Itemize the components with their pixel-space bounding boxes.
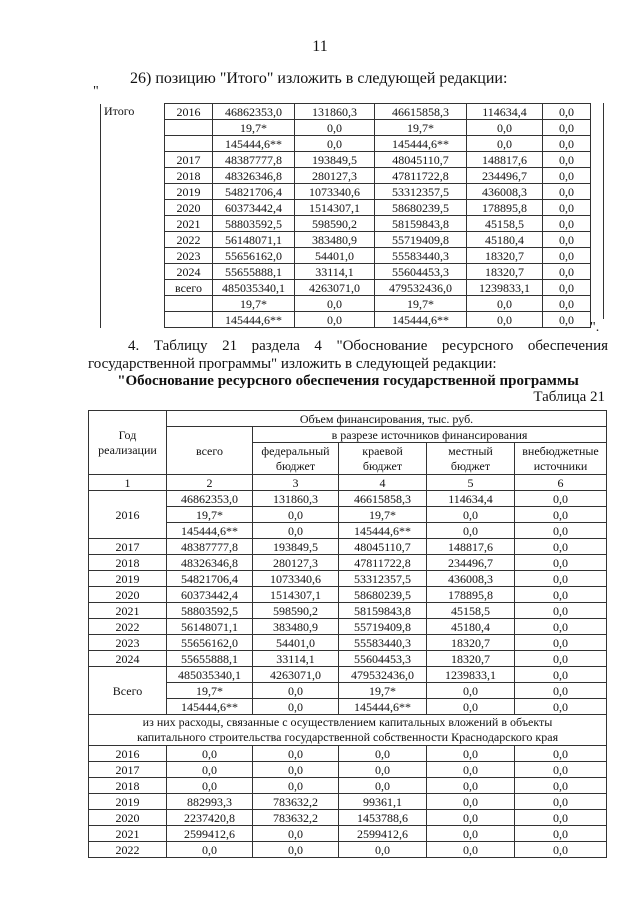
opening-quote: " [93, 84, 99, 99]
value-cell: 0,0 [515, 699, 607, 715]
value-cell: 0,0 [543, 232, 591, 248]
capital-row [89, 794, 607, 810]
resource-table-21 [88, 410, 607, 858]
year-cell: 2017 [165, 152, 213, 168]
year-cell: всего [165, 280, 213, 296]
value-cell: 48387777,8 [213, 152, 295, 168]
value-cell: 4263071,0 [253, 667, 339, 683]
value-cell: 58159843,8 [339, 603, 427, 619]
value-cell: 58680239,5 [339, 587, 427, 603]
value-cell: 0,0 [543, 152, 591, 168]
value-cell: 19,7* [375, 296, 467, 312]
paragraph-4: 4. Таблицу 21 раздела 4 "Обоснование ресурсного обеспечения государственной программы" изложить в следующей редакции: [88, 338, 608, 372]
year-row [89, 587, 607, 603]
value-cell: 48045110,7 [339, 539, 427, 555]
value-cell: 55656162,0 [213, 248, 295, 264]
year-cell: 2018 [165, 168, 213, 184]
value-cell: 234496,7 [427, 555, 515, 571]
value-cell: 19,7* [213, 120, 295, 136]
closing-quote: ". [590, 320, 600, 335]
value-cell: 55604453,3 [339, 651, 427, 667]
value-cell: 0,0 [543, 200, 591, 216]
value-cell: 55656162,0 [167, 635, 253, 651]
value-cell: 0,0 [167, 762, 253, 778]
value-cell: 56148071,1 [213, 232, 295, 248]
header-extra: внебюджетные источники [515, 443, 607, 475]
value-cell: 18320,7 [467, 248, 543, 264]
col-num: 4 [339, 475, 427, 491]
header-row-1 [89, 411, 607, 427]
value-cell: 19,7* [167, 683, 253, 699]
year-cell: 2024 [165, 264, 213, 280]
value-cell: 0,0 [427, 794, 515, 810]
year-cell [165, 312, 213, 328]
value-cell: 54401,0 [253, 635, 339, 651]
value-cell: 33114,1 [253, 651, 339, 667]
value-cell: 45180,4 [467, 232, 543, 248]
value-cell: 114634,4 [427, 491, 515, 507]
year-row [89, 619, 607, 635]
year-row [89, 539, 607, 555]
header-local: местный бюджет [427, 443, 515, 475]
value-cell: 55719409,8 [375, 232, 467, 248]
page-number: 11 [312, 38, 328, 55]
value-cell: 178895,8 [427, 587, 515, 603]
value-cell: 0,0 [427, 683, 515, 699]
capital-row [89, 842, 607, 858]
value-cell: 55583440,3 [375, 248, 467, 264]
value-cell: 598590,2 [295, 216, 375, 232]
value-cell: 479532436,0 [375, 280, 467, 296]
value-cell: 54821706,4 [167, 571, 253, 587]
year-row [89, 651, 607, 667]
value-cell: 99361,1 [339, 794, 427, 810]
value-cell: 0,0 [543, 104, 591, 120]
value-cell: 0,0 [543, 184, 591, 200]
year-row [89, 635, 607, 651]
year-cell: 2024 [89, 651, 167, 667]
value-cell: 1239833,1 [427, 667, 515, 683]
value-cell: 0,0 [253, 778, 339, 794]
value-cell: 58680239,5 [375, 200, 467, 216]
total-row [89, 683, 607, 699]
value-cell: 0,0 [295, 312, 375, 328]
row-2016 [89, 507, 607, 523]
value-cell: 0,0 [253, 762, 339, 778]
value-cell: 178895,8 [467, 200, 543, 216]
value-cell: 45158,5 [467, 216, 543, 232]
itogo-row [101, 280, 591, 296]
value-cell: 0,0 [467, 136, 543, 152]
value-cell: 0,0 [167, 842, 253, 858]
value-cell: 48326346,8 [167, 555, 253, 571]
value-cell: 148817,6 [467, 152, 543, 168]
capital-row [89, 826, 607, 842]
value-cell: 0,0 [253, 746, 339, 762]
total-label: Всего [89, 667, 167, 715]
value-cell: 46615858,3 [339, 491, 427, 507]
year-row [89, 555, 607, 571]
value-cell: 0,0 [515, 619, 607, 635]
value-cell: 58803592,5 [167, 603, 253, 619]
value-cell: 383480,9 [295, 232, 375, 248]
value-cell: 0,0 [295, 296, 375, 312]
value-cell: 46615858,3 [375, 104, 467, 120]
value-cell: 56148071,1 [167, 619, 253, 635]
value-cell: 19,7* [339, 683, 427, 699]
value-cell: 0,0 [427, 507, 515, 523]
value-cell: 0,0 [515, 587, 607, 603]
value-cell: 55604453,3 [375, 264, 467, 280]
value-cell: 0,0 [515, 603, 607, 619]
value-cell: 145444,6** [375, 312, 467, 328]
value-cell: 0,0 [515, 491, 607, 507]
table1-side-bar [590, 103, 604, 319]
year-cell: 2019 [165, 184, 213, 200]
total-row [89, 667, 607, 683]
capital-row [89, 810, 607, 826]
year-cell: 2016 [165, 104, 213, 120]
value-cell: 0,0 [543, 136, 591, 152]
value-cell: 19,7* [213, 296, 295, 312]
value-cell: 0,0 [515, 810, 607, 826]
value-cell: 2599412,6 [339, 826, 427, 842]
header-row-2 [89, 427, 607, 443]
value-cell: 0,0 [427, 826, 515, 842]
year-cell: 2022 [89, 842, 167, 858]
value-cell: 0,0 [543, 280, 591, 296]
itogo-table-body [101, 104, 591, 328]
value-cell: 60373442,4 [213, 200, 295, 216]
capital-row [89, 778, 607, 794]
value-cell: 0,0 [339, 762, 427, 778]
value-cell: 0,0 [515, 635, 607, 651]
value-cell: 0,0 [515, 507, 607, 523]
itogo-row [101, 264, 591, 280]
value-cell: 280127,3 [295, 168, 375, 184]
total-row [89, 699, 607, 715]
value-cell: 485035340,1 [167, 667, 253, 683]
value-cell: 145444,6** [213, 312, 295, 328]
capital-row [89, 746, 607, 762]
value-cell: 0,0 [167, 746, 253, 762]
value-cell: 55719409,8 [339, 619, 427, 635]
value-cell: 0,0 [543, 168, 591, 184]
value-cell: 0,0 [515, 842, 607, 858]
col-num: 3 [253, 475, 339, 491]
value-cell: 0,0 [515, 778, 607, 794]
value-cell: 0,0 [467, 296, 543, 312]
value-cell: 0,0 [253, 523, 339, 539]
value-cell: 0,0 [253, 699, 339, 715]
year-cell: 2016 [89, 491, 167, 539]
value-cell: 0,0 [427, 746, 515, 762]
value-cell: 1514307,1 [253, 587, 339, 603]
value-cell: 0,0 [543, 312, 591, 328]
year-cell [165, 296, 213, 312]
year-cell: 2021 [89, 826, 167, 842]
column-number-row [89, 475, 607, 491]
value-cell: 1514307,1 [295, 200, 375, 216]
value-cell: 0,0 [253, 842, 339, 858]
value-cell: 18320,7 [467, 264, 543, 280]
value-cell: 145444,6** [213, 136, 295, 152]
item-26-instruction: 26) позицию "Итого" изложить в следующей редакции: [130, 70, 508, 87]
value-cell: 2237420,8 [167, 810, 253, 826]
value-cell: 0,0 [295, 136, 375, 152]
itogo-row [101, 120, 591, 136]
value-cell: 193849,5 [295, 152, 375, 168]
value-cell: 60373442,4 [167, 587, 253, 603]
capital-row [89, 762, 607, 778]
value-cell: 193849,5 [253, 539, 339, 555]
value-cell: 19,7* [339, 507, 427, 523]
year-cell: 2020 [89, 587, 167, 603]
value-cell: 46862353,0 [167, 491, 253, 507]
value-cell: 131860,3 [295, 104, 375, 120]
value-cell: 145444,6** [167, 523, 253, 539]
value-cell: 0,0 [167, 778, 253, 794]
value-cell: 0,0 [253, 507, 339, 523]
value-cell: 148817,6 [427, 539, 515, 555]
header-volume: Объем финансирования, тыс. руб. [167, 411, 607, 427]
year-cell: 2021 [165, 216, 213, 232]
value-cell: 2599412,6 [167, 826, 253, 842]
value-cell: 0,0 [427, 778, 515, 794]
itogo-row [101, 312, 591, 328]
value-cell: 882993,3 [167, 794, 253, 810]
value-cell: 0,0 [515, 667, 607, 683]
value-cell: 131860,3 [253, 491, 339, 507]
year-cell [165, 120, 213, 136]
value-cell: 45180,4 [427, 619, 515, 635]
header-year: Год реализации [89, 411, 167, 475]
value-cell: 33114,1 [295, 264, 375, 280]
year-cell: 2018 [89, 778, 167, 794]
value-cell: 0,0 [515, 762, 607, 778]
value-cell: 0,0 [427, 810, 515, 826]
value-cell: 54821706,4 [213, 184, 295, 200]
value-cell: 0,0 [543, 264, 591, 280]
value-cell: 783632,2 [253, 810, 339, 826]
value-cell: 0,0 [253, 826, 339, 842]
value-cell: 0,0 [427, 842, 515, 858]
year-cell: 2022 [89, 619, 167, 635]
value-cell: 0,0 [339, 746, 427, 762]
value-cell: 0,0 [543, 120, 591, 136]
value-cell: 48326346,8 [213, 168, 295, 184]
col-num: 1 [89, 475, 167, 491]
col-num: 6 [515, 475, 607, 491]
capital-note: из них расходы, связанные с осуществлением капитальных вложений в объекты капитального строительства государственной собственности Краснодарского края [89, 715, 607, 746]
year-cell: 2017 [89, 762, 167, 778]
value-cell: 48045110,7 [375, 152, 467, 168]
year-cell: 2018 [89, 555, 167, 571]
value-cell: 1453788,6 [339, 810, 427, 826]
value-cell: 485035340,1 [213, 280, 295, 296]
value-cell: 1239833,1 [467, 280, 543, 296]
itogo-row [101, 184, 591, 200]
value-cell: 0,0 [543, 216, 591, 232]
value-cell: 234496,7 [467, 168, 543, 184]
year-row [89, 571, 607, 587]
itogo-table [100, 103, 591, 328]
value-cell: 0,0 [515, 539, 607, 555]
value-cell: 19,7* [167, 507, 253, 523]
value-cell: 19,7* [375, 120, 467, 136]
itogo-row [101, 296, 591, 312]
value-cell: 0,0 [543, 296, 591, 312]
value-cell: 47811722,8 [339, 555, 427, 571]
value-cell: 479532436,0 [339, 667, 427, 683]
itogo-row [101, 168, 591, 184]
value-cell: 18320,7 [427, 651, 515, 667]
value-cell: 1073340,6 [295, 184, 375, 200]
value-cell: 0,0 [427, 523, 515, 539]
value-cell: 47811722,8 [375, 168, 467, 184]
value-cell: 0,0 [339, 778, 427, 794]
year-cell: 2021 [89, 603, 167, 619]
table-21-label: Таблица 21 [533, 389, 605, 405]
section-heading: "Обоснование ресурсного обеспечения государственной программы [117, 373, 579, 389]
value-cell: 0,0 [515, 555, 607, 571]
itogo-row [101, 152, 591, 168]
value-cell: 55655888,1 [167, 651, 253, 667]
value-cell: 53312357,5 [375, 184, 467, 200]
value-cell: 53312357,5 [339, 571, 427, 587]
value-cell: 383480,9 [253, 619, 339, 635]
value-cell: 0,0 [515, 651, 607, 667]
year-cell: 2017 [89, 539, 167, 555]
itogo-row [101, 248, 591, 264]
value-cell: 46862353,0 [213, 104, 295, 120]
value-cell: 114634,4 [467, 104, 543, 120]
value-cell: 4263071,0 [295, 280, 375, 296]
value-cell: 0,0 [253, 683, 339, 699]
value-cell: 0,0 [515, 571, 607, 587]
value-cell: 0,0 [427, 762, 515, 778]
value-cell: 145444,6** [167, 699, 253, 715]
resource-table-body [89, 411, 607, 858]
value-cell: 58159843,8 [375, 216, 467, 232]
value-cell: 0,0 [515, 683, 607, 699]
year-cell [165, 136, 213, 152]
value-cell: 0,0 [295, 120, 375, 136]
value-cell: 0,0 [427, 699, 515, 715]
value-cell: 0,0 [467, 312, 543, 328]
value-cell: 145444,6** [339, 523, 427, 539]
value-cell: 0,0 [543, 248, 591, 264]
itogo-label: Итого [101, 104, 165, 328]
value-cell: 18320,7 [427, 635, 515, 651]
year-cell: 2019 [89, 571, 167, 587]
header-federal: федеральный бюджет [253, 443, 339, 475]
header-regional: краевой бюджет [339, 443, 427, 475]
value-cell: 0,0 [515, 746, 607, 762]
itogo-row [101, 200, 591, 216]
value-cell: 0,0 [467, 120, 543, 136]
row-2016 [89, 523, 607, 539]
year-cell: 2022 [165, 232, 213, 248]
header-total: всего [167, 427, 253, 475]
year-row [89, 603, 607, 619]
year-cell: 2019 [89, 794, 167, 810]
value-cell: 598590,2 [253, 603, 339, 619]
value-cell: 45158,5 [427, 603, 515, 619]
value-cell: 55583440,3 [339, 635, 427, 651]
header-by-sources: в разрезе источников финансирования [253, 427, 607, 443]
value-cell: 0,0 [515, 523, 607, 539]
value-cell: 280127,3 [253, 555, 339, 571]
value-cell: 0,0 [339, 842, 427, 858]
value-cell: 0,0 [515, 826, 607, 842]
value-cell: 436008,3 [467, 184, 543, 200]
itogo-row [101, 104, 591, 120]
value-cell: 783632,2 [253, 794, 339, 810]
value-cell: 145444,6** [339, 699, 427, 715]
value-cell: 48387777,8 [167, 539, 253, 555]
value-cell: 54401,0 [295, 248, 375, 264]
year-cell: 2023 [89, 635, 167, 651]
row-2016 [89, 491, 607, 507]
value-cell: 55655888,1 [213, 264, 295, 280]
value-cell: 436008,3 [427, 571, 515, 587]
value-cell: 0,0 [515, 794, 607, 810]
value-cell: 1073340,6 [253, 571, 339, 587]
itogo-row [101, 136, 591, 152]
col-num: 2 [167, 475, 253, 491]
year-cell: 2016 [89, 746, 167, 762]
value-cell: 145444,6** [375, 136, 467, 152]
itogo-row [101, 232, 591, 248]
year-cell: 2023 [165, 248, 213, 264]
value-cell: 58803592,5 [213, 216, 295, 232]
itogo-row [101, 216, 591, 232]
year-cell: 2020 [89, 810, 167, 826]
col-num: 5 [427, 475, 515, 491]
capital-note-row [89, 715, 607, 746]
year-cell: 2020 [165, 200, 213, 216]
